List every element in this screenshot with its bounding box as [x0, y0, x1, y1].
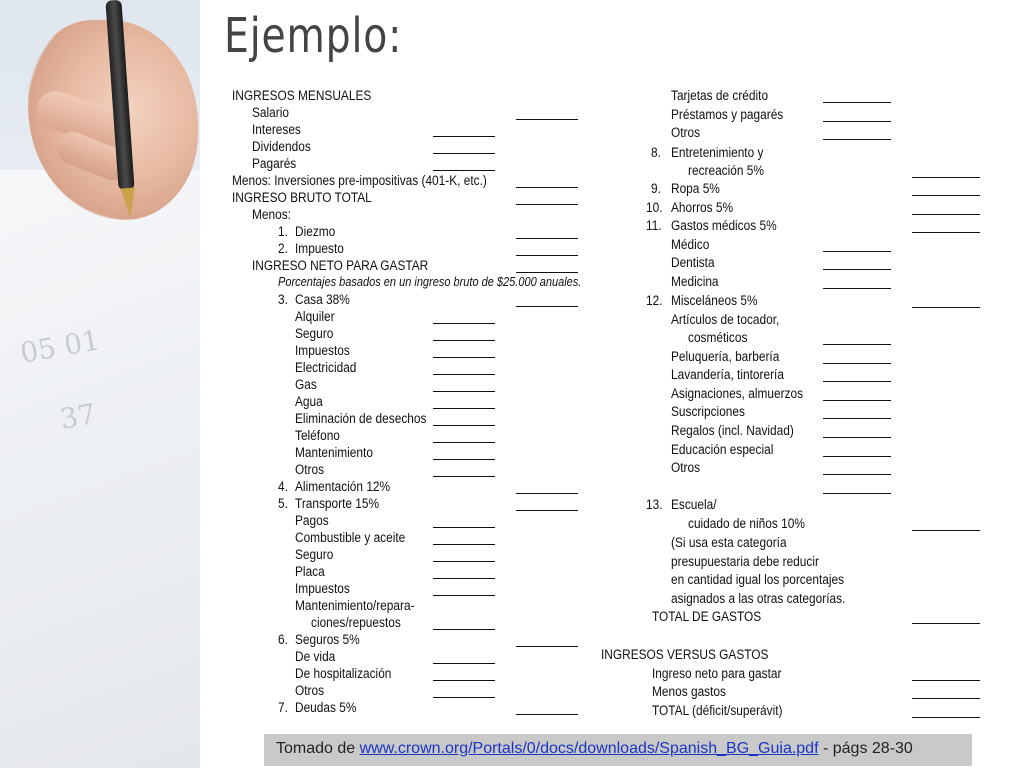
line-label: Peluquería, barbería [671, 349, 780, 364]
blank-line [433, 629, 495, 630]
line-label: Dividendos [252, 139, 311, 154]
blank-line [823, 121, 891, 122]
section-header: INGRESOS MENSUALES [232, 88, 372, 103]
line-label: Seguro [295, 547, 334, 562]
line-label: Tarjetas de crédito [671, 88, 769, 103]
note: (Si usa esta categoría [671, 535, 787, 550]
page-title: Ejemplo: [224, 8, 403, 64]
line-label: Médico [671, 237, 710, 252]
blank-line [912, 530, 980, 531]
hand-writing-photo [0, 0, 200, 768]
blank-line [823, 381, 891, 382]
blank-line [433, 391, 495, 392]
blank-line [516, 204, 578, 205]
line-label: Placa [295, 564, 325, 579]
blank-line [516, 238, 578, 239]
category-label: Casa 38% [295, 292, 350, 307]
category-label: Escuela/ [671, 497, 717, 512]
line-label: Menos gastos [652, 684, 726, 699]
blank-line [516, 646, 578, 647]
line-label: Salario [252, 105, 289, 120]
blank-line [516, 493, 578, 494]
line-label: Pagos [295, 513, 329, 528]
blank-line [433, 408, 495, 409]
blank-line [433, 595, 495, 596]
section-header: TOTAL (déficit/superávit) [652, 703, 783, 718]
line-label: Diezmo [295, 224, 336, 239]
line-label: Impuesto [295, 241, 344, 256]
blank-line [823, 363, 891, 364]
line-label: Otros [295, 462, 325, 477]
blank-line [433, 459, 495, 460]
item-number: 10. [646, 200, 663, 215]
category-label: Misceláneos 5% [671, 293, 758, 308]
blank-line [912, 698, 980, 699]
line-label: Ingreso neto para gastar [652, 666, 782, 681]
category-label: Entretenimiento y [671, 145, 764, 160]
blank-line [912, 232, 980, 233]
category-label: Gastos médicos 5% [671, 218, 777, 233]
blank-line [823, 456, 891, 457]
blank-line [433, 697, 495, 698]
blank-line [823, 102, 891, 103]
blank-line [516, 255, 578, 256]
source-link[interactable]: www.crown.org/Portals/0/docs/downloads/Spanish_BG_Guia.pdf [359, 740, 819, 757]
blank-line [823, 288, 891, 289]
line-label: Intereses [252, 122, 301, 137]
line-label: Alquiler [295, 309, 335, 324]
blank-line [823, 493, 891, 494]
line-label: Regalos (incl. Navidad) [671, 423, 794, 438]
blank-line [912, 717, 980, 718]
line-label: Menos: Inversiones pre-impositivas (401-K, etc.) [232, 173, 487, 188]
blank-line [823, 251, 891, 252]
footer-suffix: - págs 28-30 [818, 740, 913, 757]
category-label: Ropa 5% [671, 181, 720, 196]
blank-line [823, 344, 891, 345]
note: en cantidad igual los porcentajes [671, 572, 845, 587]
item-number: 12. [646, 293, 663, 308]
footer-prefix: Tomado de [276, 740, 360, 757]
line-label: Otros [671, 125, 701, 140]
blank-line [433, 340, 495, 341]
line-label: Teléfono [295, 428, 340, 443]
blank-line [823, 400, 891, 401]
note: Porcentajes basados en un ingreso bruto de $25.000 anuales. [278, 275, 582, 289]
blank-line [823, 437, 891, 438]
line-label: Pagarés [252, 156, 297, 171]
blank-line [433, 680, 495, 681]
blank-line [433, 170, 495, 171]
blank-line [912, 307, 980, 308]
blank-line [433, 561, 495, 562]
line-label: Medicina [671, 274, 719, 289]
blank-line [433, 153, 495, 154]
line-label: Mantenimiento [295, 445, 373, 460]
scribble-2: 37 [57, 397, 99, 436]
line-label: Educación especial [671, 442, 774, 457]
note: asignados a las otras categorías. [671, 591, 846, 606]
blank-line [433, 527, 495, 528]
category-label: cuidado de niños 10% [688, 516, 805, 531]
blank-line [912, 195, 980, 196]
line-label: cosméticos [688, 330, 748, 345]
blank-line [912, 214, 980, 215]
line-label: ciones/repuestos [311, 615, 401, 630]
item-number: 7. [278, 700, 288, 715]
section-header: INGRESO BRUTO TOTAL [232, 190, 372, 205]
section-header: TOTAL DE GASTOS [652, 609, 762, 624]
line-label: Electricidad [295, 360, 357, 375]
line-label: Préstamos y pagarés [671, 107, 784, 122]
blank-line [433, 578, 495, 579]
category-label: Transporte 15% [295, 496, 380, 511]
category-label: Seguros 5% [295, 632, 360, 647]
line-label: De hospitalización [295, 666, 392, 681]
blank-line [912, 680, 980, 681]
item-number: 8. [651, 145, 661, 160]
item-number: 4. [278, 479, 288, 494]
line-label: Dentista [671, 255, 715, 270]
blank-line [516, 272, 578, 273]
scribble-1: 05 01 [17, 323, 103, 370]
blank-line [516, 306, 578, 307]
blank-line [433, 544, 495, 545]
line-label: Asignaciones, almuerzos [671, 386, 804, 401]
item-number: 3. [278, 292, 288, 307]
category-label: Deudas 5% [295, 700, 357, 715]
line-label: Lavandería, tintorería [671, 367, 784, 382]
line-label: Suscripciones [671, 404, 745, 419]
source-footer [264, 734, 972, 766]
item-number: 2. [278, 241, 288, 256]
paper-background [0, 170, 200, 768]
line-label: Mantenimiento/repara- [295, 598, 415, 613]
blank-line [433, 323, 495, 324]
line-label: Artículos de tocador, [671, 312, 780, 327]
blank-line [433, 136, 495, 137]
category-label: Ahorros 5% [671, 200, 734, 215]
line-label: Impuestos [295, 581, 350, 596]
blank-line [433, 374, 495, 375]
blank-line [433, 476, 495, 477]
line-label: De vida [295, 649, 336, 664]
item-number: 13. [646, 497, 663, 512]
blank-line [433, 663, 495, 664]
blank-line [433, 357, 495, 358]
blank-line [823, 269, 891, 270]
item-number: 1. [278, 224, 288, 239]
line-label: Agua [295, 394, 323, 409]
line-label: Combustible y aceite [295, 530, 406, 545]
item-number: 5. [278, 496, 288, 511]
blank-line [516, 714, 578, 715]
blank-line [823, 474, 891, 475]
item-number: 9. [651, 181, 661, 196]
line-label: Gas [295, 377, 317, 392]
category-label: recreación 5% [688, 163, 764, 178]
blank-line [912, 623, 980, 624]
blank-line [912, 177, 980, 178]
item-number: 6. [278, 632, 288, 647]
category-label: Alimentación 12% [295, 479, 391, 494]
section-header: INGRESO NETO PARA GASTAR [252, 258, 429, 273]
line-label: Otros [295, 683, 325, 698]
blank-line [433, 442, 495, 443]
blank-line [516, 510, 578, 511]
blank-line [823, 418, 891, 419]
note: presupuestaria debe reducir [671, 554, 819, 569]
line-label: Menos: [252, 207, 291, 222]
line-label: Eliminación de desechos [295, 411, 427, 426]
blank-line [516, 119, 578, 120]
item-number: 11. [646, 218, 662, 233]
blank-line [433, 425, 495, 426]
line-label: Seguro [295, 326, 334, 341]
blank-line [823, 139, 891, 140]
pen-nib [121, 188, 137, 219]
line-label: Impuestos [295, 343, 350, 358]
line-label: Otros [671, 460, 701, 475]
blank-line [516, 187, 578, 188]
section-header: INGRESOS VERSUS GASTOS [601, 647, 769, 662]
